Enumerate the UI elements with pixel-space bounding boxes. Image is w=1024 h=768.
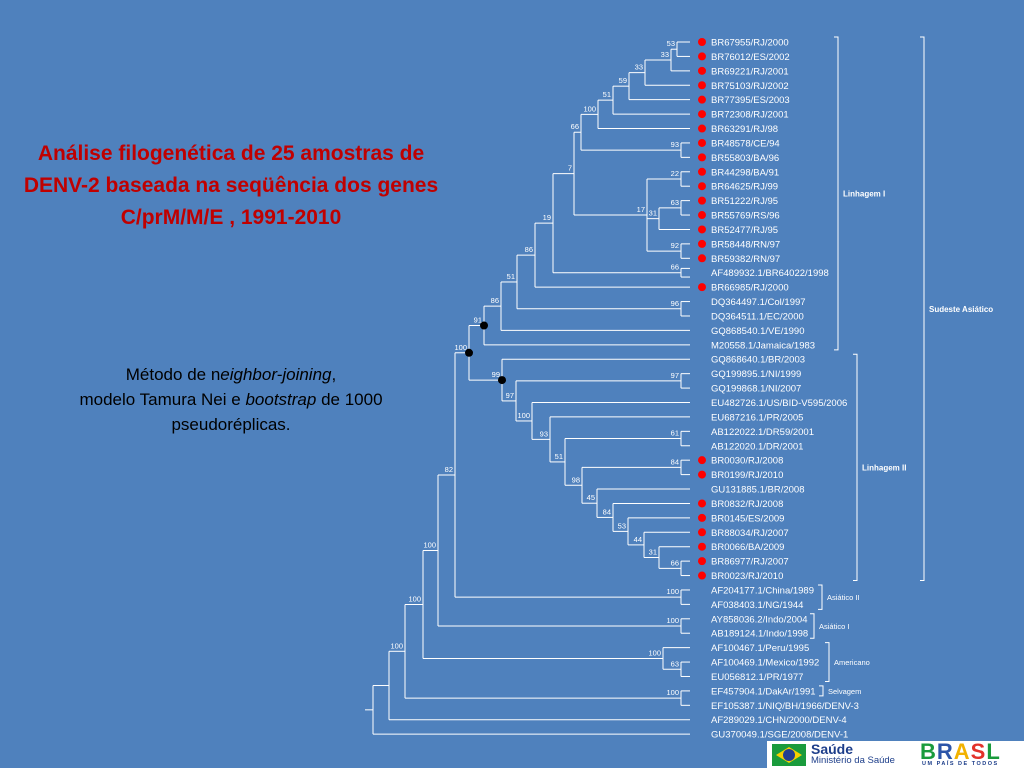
bootstrap-label: 100 (583, 104, 596, 114)
taxon-label: GQ199895.1/NI/1999 (711, 369, 802, 381)
group-bracket (825, 643, 829, 682)
group-label: Americano (834, 658, 870, 668)
bootstrap-label: 82 (444, 464, 453, 474)
taxon-label: AB189124.1/Indo/1998 (711, 628, 809, 640)
taxon-labels (711, 37, 862, 741)
taxon-label: AB122020.1/DR/2001 (711, 441, 804, 453)
group-bracket (810, 614, 814, 638)
bootstrap-label: 92 (670, 241, 679, 251)
taxon-label: BR48578/CE/94 (711, 138, 780, 150)
taxon-label: AF038403.1/NG/1944 (711, 599, 804, 611)
group-bracket (920, 37, 924, 581)
bootstrap-label: 100 (517, 410, 530, 420)
taxon-label: GU370049.1/SGE/2008/DENV-1 (711, 729, 849, 741)
bootstrap-label: 59 (618, 76, 627, 86)
method-line-1-suffix: , (331, 365, 337, 384)
brasil-letter: L (986, 739, 1001, 764)
bootstrap-label: 100 (423, 540, 436, 550)
bootstrap-label: 66 (570, 122, 579, 132)
taxon-label: GQ868640.1/BR/2003 (711, 354, 806, 366)
sample-marker (698, 528, 706, 536)
taxon-label: BR59382/RN/97 (711, 253, 781, 265)
bootstrap-label: 100 (454, 342, 467, 352)
taxon-label: BR76012/ES/2002 (711, 51, 790, 63)
taxon-label: BR64625/RJ/99 (711, 181, 779, 193)
taxon-label: BR0030/RJ/2008 (711, 455, 784, 467)
taxon-label: BR44298/BA/91 (711, 167, 780, 179)
sample-marker (698, 153, 706, 161)
bootstrap-label: 33 (634, 62, 643, 72)
group-bracket (834, 37, 838, 350)
taxon-label: BR0832/RJ/2008 (711, 498, 784, 510)
bootstrap-label: 93 (539, 429, 548, 439)
bootstrap-label: 61 (670, 428, 679, 438)
bootstrap-label: 63 (670, 197, 679, 207)
brasil-letter: A (953, 739, 971, 764)
tree-branches (365, 42, 690, 734)
method-line-3: pseudoréplicas. (171, 415, 291, 434)
group-label: Linhagem II (862, 463, 907, 473)
brasil-logo (920, 741, 1001, 763)
taxon-label: BR86977/RJ/2007 (711, 556, 789, 568)
brasil-letter: R (936, 739, 954, 764)
slide-title: Análise filogenética de 25 amostras de DENV-2 baseada na seqüência dos genes C/prM/M/E , 1991-2010 (23, 142, 439, 229)
brazil-flag-icon (772, 744, 806, 766)
brasil-letter: S (970, 739, 987, 764)
taxon-label: AY858036.2/Indo/2004 (711, 614, 808, 626)
bootstrap-label: 100 (666, 616, 679, 626)
taxon-label: DQ364497.1/Col/1997 (711, 297, 806, 309)
method-line-2-italic: bootstrap (245, 390, 317, 409)
taxon-label: EU687216.1/PR/2005 (711, 412, 804, 424)
taxon-label: AF100469.1/Mexico/1992 (711, 657, 820, 669)
sample-marker (698, 67, 706, 75)
taxon-label: BR72308/RJ/2001 (711, 109, 789, 121)
group-bracket (818, 585, 822, 609)
bootstrap-label: 100 (666, 587, 679, 597)
method-line-2-prefix: modelo Tamura Nei e (79, 390, 246, 409)
saude-logo-text: Saúde (811, 741, 854, 757)
bootstrap-label: 86 (524, 245, 533, 255)
taxon-label: GQ199868.1/NI/2007 (711, 383, 802, 395)
sample-marker (698, 211, 706, 219)
taxon-label: BR52477/RJ/95 (711, 224, 779, 236)
bootstrap-label: 97 (505, 390, 514, 400)
taxon-label: EU482726.1/US/BID-V595/2006 (711, 398, 848, 409)
taxon-label: BR0199/RJ/2010 (711, 470, 784, 482)
taxon-label: BR77395/ES/2003 (711, 95, 790, 107)
taxon-label: EU056812.1/PR/1977 (711, 671, 804, 683)
sample-marker (698, 96, 706, 104)
bootstrap-label: 51 (602, 90, 611, 100)
taxon-label: BR0145/ES/2009 (711, 513, 785, 525)
method-line-1-prefix: Método de n (125, 365, 221, 384)
sample-marker (698, 225, 706, 233)
taxon-label: GQ868540.1/VE/1990 (711, 325, 805, 337)
sample-marker (698, 81, 706, 89)
sample-marker (698, 197, 706, 205)
taxon-label: BR67955/RJ/2000 (711, 37, 789, 49)
sample-marker (698, 283, 706, 291)
group-label: Asiático I (819, 622, 850, 632)
bootstrap-label: 100 (666, 688, 679, 698)
sample-marker (698, 240, 706, 248)
taxon-label: GU131885.1/BR/2008 (711, 484, 805, 496)
taxon-label: BR69221/RJ/2001 (711, 66, 789, 78)
bootstrap-label: 91 (473, 315, 482, 325)
taxon-label: AF204177.1/China/1989 (711, 585, 814, 597)
bootstrap-label: 19 (542, 213, 551, 223)
sample-marker (698, 543, 706, 551)
bootstrap-label: 100 (390, 641, 403, 651)
bootstrap-label: 7 (567, 163, 572, 173)
sample-marker (698, 572, 706, 580)
sample-marker (698, 125, 706, 133)
bootstrap-label: 96 (670, 298, 679, 308)
group-label: Linhagem I (843, 189, 886, 199)
sample-marker (698, 168, 706, 176)
taxon-label: BR58448/RN/97 (711, 239, 781, 251)
bootstrap-values (390, 39, 679, 697)
taxon-label: EF105387.1/NIQ/BH/1966/DENV-3 (711, 700, 859, 712)
sample-marker (698, 471, 706, 479)
brasil-tagline: UM PAÍS DE TODOS (922, 761, 999, 767)
taxon-label: BR0023/RJ/2010 (711, 571, 784, 583)
bootstrap-label: 86 (490, 296, 499, 306)
sample-marker (698, 110, 706, 118)
bootstrap-label: 51 (506, 271, 515, 281)
bootstrap-label: 31 (648, 208, 657, 218)
method-line-1-italic: eighbor-joining (220, 365, 332, 384)
group-brackets (810, 37, 993, 696)
bootstrap-label: 33 (660, 50, 669, 60)
taxon-label: AF489932.1/BR64022/1998 (711, 268, 829, 280)
bootstrap-label: 22 (670, 168, 679, 178)
bootstrap-label: 100 (408, 594, 421, 604)
taxon-label: BR66985/RJ/2000 (711, 282, 789, 294)
sample-marker (698, 139, 706, 147)
bootstrap-label: 84 (602, 507, 611, 517)
taxon-label: DQ364511.1/EC/2000 (711, 311, 804, 323)
taxon-label: AB122022.1/DR59/2001 (711, 426, 814, 438)
bootstrap-label: 100 (648, 648, 661, 658)
bootstrap-label: 66 (670, 558, 679, 568)
bootstrap-label: 66 (670, 262, 679, 272)
bootstrap-label: 99 (491, 370, 500, 380)
group-label: Sudeste Asiático (929, 304, 994, 314)
bootstrap-label: 45 (586, 493, 595, 503)
group-label: Asiático II (827, 593, 860, 603)
bootstrap-label: 51 (554, 451, 563, 461)
bootstrap-label: 44 (633, 534, 642, 544)
group-bracket (819, 686, 823, 696)
taxon-label: BR55769/RS/96 (711, 210, 780, 222)
bootstrap-label: 53 (666, 39, 675, 49)
brasil-letter: B (920, 739, 937, 764)
taxon-label: M20558.1/Jamaica/1983 (711, 340, 816, 352)
sample-marker (698, 499, 706, 507)
bootstrap-label: 97 (670, 370, 679, 380)
taxon-label: BR75103/RJ/2002 (711, 80, 789, 92)
sample-marker (698, 182, 706, 190)
sample-marker (698, 557, 706, 565)
taxon-label: EF457904.1/DakAr/1991 (711, 686, 816, 698)
taxon-label: BR88034/RJ/2007 (711, 527, 789, 539)
ministry-logo-bar (767, 741, 1024, 768)
taxon-label: AF289029.1/CHN/2000/DENV-4 (711, 715, 847, 727)
bootstrap-label: 63 (670, 659, 679, 669)
taxon-label: AF100467.1/Peru/1995 (711, 643, 810, 655)
group-bracket (853, 354, 857, 580)
taxon-label: BR55803/BA/96 (711, 152, 780, 164)
bootstrap-label: 17 (636, 205, 645, 215)
taxon-label: BR0066/BA/2009 (711, 542, 785, 554)
group-label: Selvagem (828, 686, 862, 696)
sample-marker (698, 456, 706, 464)
sample-marker (698, 38, 706, 46)
bootstrap-label: 98 (571, 475, 580, 485)
sample-marker (698, 254, 706, 262)
bootstrap-label: 31 (648, 547, 657, 557)
sample-marker (698, 52, 706, 60)
bootstrap-label: 93 (670, 140, 679, 150)
sample-marker (698, 514, 706, 522)
bootstrap-label: 84 (670, 457, 679, 467)
taxon-label: BR63291/RJ/98 (711, 124, 779, 136)
bootstrap-label: 53 (617, 521, 626, 531)
taxon-label: BR51222/RJ/95 (711, 196, 779, 208)
ministerio-logo-text: Ministério da Saúde (811, 755, 895, 766)
method-line-2-suffix: de 1000 (316, 390, 383, 409)
